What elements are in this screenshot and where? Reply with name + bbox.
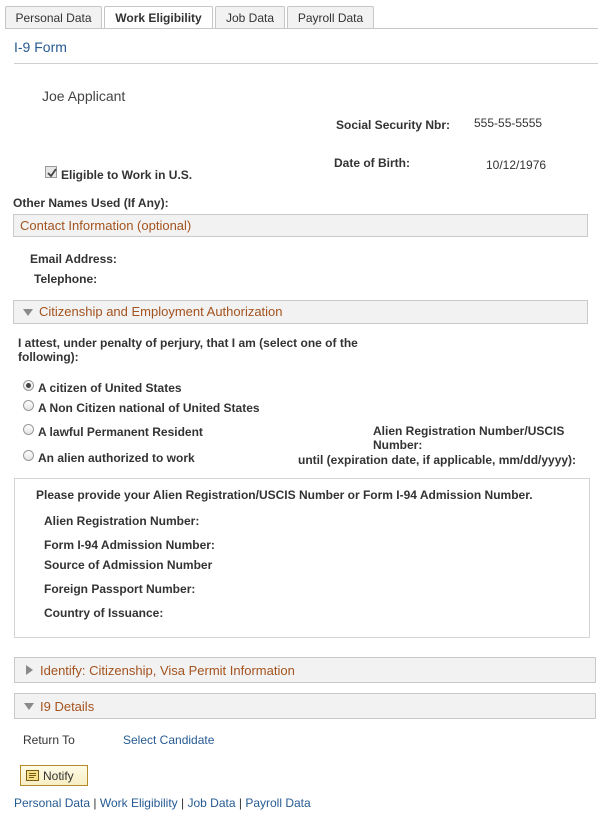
i9-details-section-title: I9 Details (40, 699, 95, 714)
ssn-label: Social Security Nbr: (336, 118, 451, 132)
other-names-label: Other Names Used (If Any): (13, 196, 169, 210)
tab-job-data[interactable]: Job Data (215, 6, 285, 28)
alien-instruction: Please provide your Alien Registration/USCIS Number or Form I-94 Admission Number. (36, 488, 533, 502)
citizenship-section-title: Citizenship and Employment Authorization (39, 304, 283, 319)
select-candidate-link[interactable]: Select Candidate (123, 733, 215, 747)
expand-icon (26, 665, 33, 675)
attest-line-2: following): (18, 350, 79, 364)
contact-section-header (13, 214, 588, 237)
footer-separator: | (93, 796, 97, 810)
notify-button-label: Notify (43, 769, 74, 783)
tab-work-eligibility[interactable]: Work Eligibility (104, 6, 213, 29)
page-title: I-9 Form (14, 39, 67, 55)
radio-non-citizen-national[interactable] (23, 400, 34, 411)
ssn-value: 555-55-5555 (474, 116, 543, 130)
radio-alien-authorized[interactable] (23, 450, 34, 461)
eligible-checkbox[interactable] (45, 166, 57, 178)
collapse-icon (23, 309, 33, 316)
source-of-admission-label: Source of Admission Number (44, 558, 213, 572)
passport-number-label: Foreign Passport Number: (44, 582, 196, 596)
notify-icon (26, 770, 39, 781)
country-of-issuance-label: Country of Issuance: (44, 606, 164, 620)
telephone-label: Telephone: (34, 272, 98, 286)
option-citizen-label: A citizen of United States (38, 381, 182, 395)
identify-section-header[interactable] (14, 657, 596, 683)
identify-section-title: Identify: Citizenship, Visa Permit Information (40, 663, 295, 678)
i9-details-section-header[interactable] (14, 693, 596, 719)
title-divider (14, 63, 598, 64)
alien-reg-label-line-2: Number: (373, 438, 423, 452)
alien-reg-label-line-1: Alien Registration Number/USCIS (373, 424, 565, 438)
email-label: Email Address: (30, 252, 117, 266)
footer-link-work-eligibility[interactable]: Work Eligibility (99, 796, 178, 810)
return-to-label: Return To (23, 733, 75, 747)
tab-divider (5, 28, 598, 29)
tab-personal-data[interactable]: Personal Data (5, 6, 102, 28)
option-permanent-resident-label: A lawful Permanent Resident (38, 425, 203, 439)
applicant-name: Joe Applicant (42, 88, 126, 104)
eligible-label: Eligible to Work in U.S. (61, 168, 193, 182)
collapse-icon (24, 703, 34, 710)
notify-button[interactable] (20, 765, 88, 786)
dob-label: Date of Birth: (334, 156, 410, 170)
expiration-date-label: until (expiration date, if applicable, mm/dd/yyyy): (298, 453, 577, 467)
option-non-citizen-label: A Non Citizen national of United States (38, 401, 260, 415)
footer-link-job-data[interactable]: Job Data (187, 796, 236, 810)
footer-separator: | (238, 796, 242, 810)
contact-section-title: Contact Information (optional) (20, 218, 192, 233)
alien-reg-number-label: Alien Registration Number: (44, 514, 200, 528)
tab-payroll-data[interactable]: Payroll Data (287, 6, 374, 28)
dob-value: 10/12/1976 (486, 158, 547, 172)
footer-separator: | (181, 796, 185, 810)
option-alien-authorized-label: An alien authorized to work (38, 451, 195, 465)
attest-line-1: I attest, under penalty of perjury, that I am (select one of the (18, 336, 358, 350)
i94-number-label: Form I-94 Admission Number: (44, 538, 215, 552)
footer-nav (14, 796, 311, 810)
radio-citizen[interactable] (23, 380, 34, 391)
checkmark-icon (46, 167, 58, 179)
footer-link-payroll-data[interactable]: Payroll Data (245, 796, 311, 810)
radio-permanent-resident[interactable] (23, 424, 34, 435)
citizenship-section-header[interactable] (13, 300, 588, 324)
footer-link-personal-data[interactable]: Personal Data (14, 796, 91, 810)
